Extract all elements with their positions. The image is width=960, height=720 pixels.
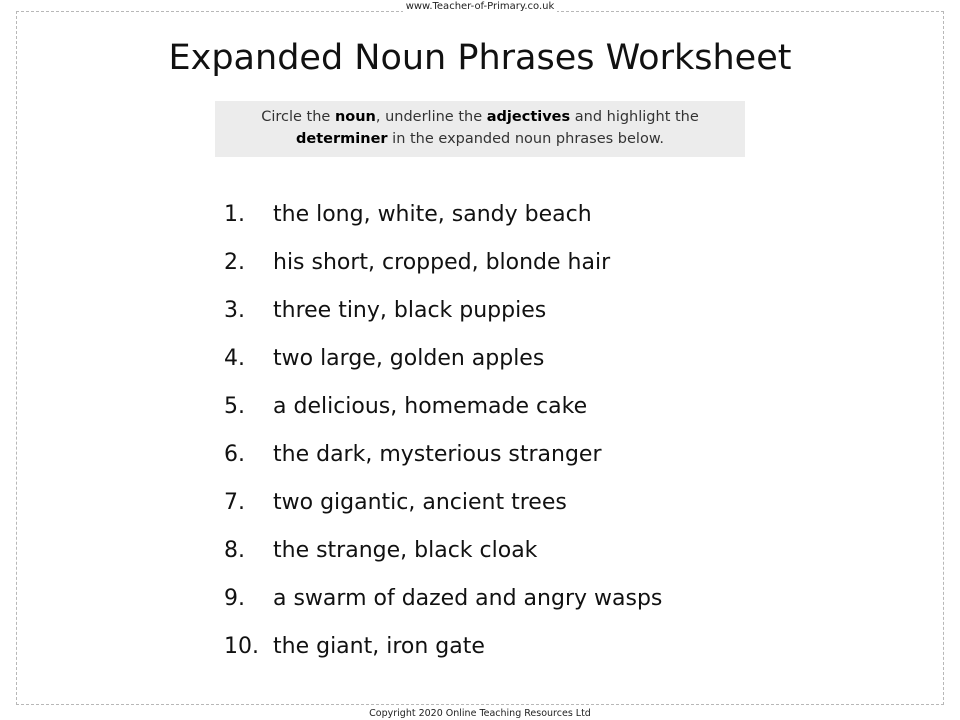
list-item (224, 334, 662, 382)
list-item (224, 238, 662, 286)
copyright-footer (0, 708, 960, 720)
item-number: 4. (224, 345, 245, 371)
item-number: 2. (224, 249, 245, 275)
item-number: 10. (224, 633, 259, 659)
item-phrase: the long, white, sandy beach (273, 201, 592, 227)
list-item (224, 478, 662, 526)
item-phrase: his short, cropped, blonde hair (273, 249, 611, 275)
copyright-text: Copyright 2020 Online Teaching Resources Ltd (366, 708, 594, 719)
instructions-bold-adjectives: adjectives (486, 109, 571, 125)
item-phrase: the giant, iron gate (273, 633, 485, 659)
item-number: 9. (224, 585, 245, 611)
instructions-text-4: in the expanded noun phrases below. (387, 131, 664, 147)
item-number: 6. (224, 441, 245, 467)
item-phrase: three tiny, black puppies (273, 297, 547, 323)
list-item (224, 382, 662, 430)
instructions-text-2: , underline the (375, 109, 487, 125)
instructions-text-1: Circle the (261, 109, 335, 125)
site-url-text: www.Teacher-of-Primary.co.uk (403, 1, 558, 12)
item-phrase: two gigantic, ancient trees (273, 489, 567, 515)
item-number: 5. (224, 393, 245, 419)
instructions-bold-noun: noun (334, 109, 376, 125)
item-phrase: the dark, mysterious stranger (273, 441, 602, 467)
item-phrase: the strange, black cloak (273, 537, 538, 563)
phrase-list (224, 190, 662, 670)
list-item (224, 526, 662, 574)
instructions-box (215, 101, 745, 157)
site-url-header (0, 0, 960, 13)
item-number: 3. (224, 297, 245, 323)
list-item (224, 190, 662, 238)
item-number: 1. (224, 201, 245, 227)
page-title: Expanded Noun Phrases Worksheet (168, 38, 792, 78)
item-number: 7. (224, 489, 245, 515)
list-item (224, 622, 662, 670)
instructions-bold-determiner: determiner (296, 131, 388, 147)
list-item (224, 574, 662, 622)
instructions-text-3: and highlight the (570, 109, 699, 125)
item-number: 8. (224, 537, 245, 563)
item-phrase: a swarm of dazed and angry wasps (273, 585, 663, 611)
list-item (224, 286, 662, 334)
item-phrase: a delicious, homemade cake (273, 393, 588, 419)
item-phrase: two large, golden apples (273, 345, 545, 371)
list-item (224, 430, 662, 478)
